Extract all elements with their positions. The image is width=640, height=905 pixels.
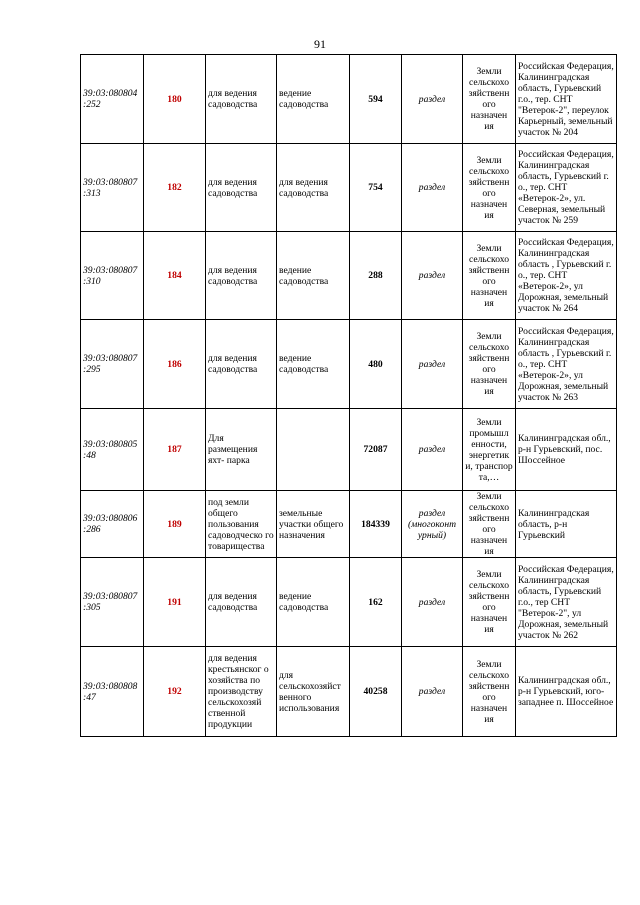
purpose-cell: для ведения садоводства bbox=[277, 144, 350, 232]
permitted-use-cell: для ведения садоводства bbox=[206, 144, 277, 232]
section-cell: раздел bbox=[402, 232, 463, 320]
section-cell: раздел bbox=[402, 647, 463, 737]
area-cell: 72087 bbox=[350, 409, 402, 491]
purpose-cell: земельные участки общего назначения bbox=[277, 491, 350, 558]
land-category-cell: Земли сельскохо зяйственн ого назначен ия bbox=[463, 232, 516, 320]
table-row bbox=[81, 55, 617, 144]
area-cell: 594 bbox=[350, 55, 402, 144]
land-category-cell: Земли сельскохо зяйственн ого назначен ия bbox=[463, 647, 516, 737]
table-row bbox=[81, 558, 617, 647]
address-cell: Российская Федерация, Калининградская область, Гурьевский г.о., тер СНТ "Ветерок-2", ул Дорожная, земельный участок № 262 bbox=[516, 558, 617, 647]
cadastral-number-cell: 39:03:080807 :313 bbox=[81, 144, 144, 232]
section-cell: раздел bbox=[402, 320, 463, 409]
permitted-use-cell: для ведения крестьянског о хозяйства по производству сельскохозяй ственной продукции bbox=[206, 647, 277, 737]
row-number-cell: 182 bbox=[144, 144, 206, 232]
row-number-cell: 184 bbox=[144, 232, 206, 320]
permitted-use-cell: для ведения садоводства bbox=[206, 232, 277, 320]
purpose-cell: ведение садоводства bbox=[277, 558, 350, 647]
address-cell: Российская Федерация, Калининградская область, Гурьевский г.о., тер. СНТ "Ветерок-2", переулок Карьерный, земельный участок № 204 bbox=[516, 55, 617, 144]
cadastral-number-cell: 39:03:080808 :47 bbox=[81, 647, 144, 737]
table-row bbox=[81, 647, 617, 737]
land-category-cell: Земли сельскохо зяйственн ого назначен ия bbox=[463, 55, 516, 144]
cadastral-number-cell: 39:03:080804 :252 bbox=[81, 55, 144, 144]
cadastral-number-cell: 39:03:080805 :48 bbox=[81, 409, 144, 491]
land-category-cell: Земли промышл енности, энергетик и, транспор та,… bbox=[463, 409, 516, 491]
area-cell: 754 bbox=[350, 144, 402, 232]
table-row bbox=[81, 491, 617, 558]
cadastral-number-cell: 39:03:080807 :305 bbox=[81, 558, 144, 647]
row-number-cell: 180 bbox=[144, 55, 206, 144]
table-row bbox=[81, 232, 617, 320]
land-category-cell: Земли сельскохо зяйственн ого назначен ия bbox=[463, 558, 516, 647]
page-number: 91 bbox=[314, 37, 326, 51]
area-cell: 162 bbox=[350, 558, 402, 647]
purpose-cell: ведение садоводства bbox=[277, 232, 350, 320]
area-cell: 40258 bbox=[350, 647, 402, 737]
table-row bbox=[81, 144, 617, 232]
permitted-use-cell: для ведения садоводства bbox=[206, 558, 277, 647]
land-category-cell: Земли сельскохо зяйственн ого назначен ия bbox=[463, 320, 516, 409]
purpose-cell bbox=[277, 409, 350, 491]
area-cell: 184339 bbox=[350, 491, 402, 558]
row-number-cell: 191 bbox=[144, 558, 206, 647]
address-cell: Российская Федерация, Калининградская область, Гурьевский г. о., тер. СНТ «Ветерок-2», ул. Северная, земельный участок № 259 bbox=[516, 144, 617, 232]
address-cell: Калининградская область, р-н Гурьевский bbox=[516, 491, 617, 558]
table-row bbox=[81, 409, 617, 491]
address-cell: Российская Федерация, Калининградская область , Гурьевский г. о., тер. СНТ «Ветерок-2», ул Дорожная, земельный участок № 263 bbox=[516, 320, 617, 409]
cadastral-number-cell: 39:03:080806 :286 bbox=[81, 491, 144, 558]
section-cell: раздел bbox=[402, 144, 463, 232]
land-category-cell: Земли сельскохо зяйственн ого назначен ия bbox=[463, 144, 516, 232]
purpose-cell: для сельскохозяйст венного использования bbox=[277, 647, 350, 737]
cadastral-number-cell: 39:03:080807 :310 bbox=[81, 232, 144, 320]
address-cell: Калининградская обл., р-н Гурьевский, юго-западнее п. Шоссейное bbox=[516, 647, 617, 737]
permitted-use-cell: для ведения садоводства bbox=[206, 320, 277, 409]
section-cell: раздел bbox=[402, 558, 463, 647]
permitted-use-cell: под земли общего пользования садоводческо го товарищества bbox=[206, 491, 277, 558]
row-number-cell: 186 bbox=[144, 320, 206, 409]
address-cell: Российская Федерация, Калининградская область , Гурьевский г. о., тер. СНТ «Ветерок-2», ул Дорожная, земельный участок № 264 bbox=[516, 232, 617, 320]
address-cell: Калининградская обл., р-н Гурьевский, пос. Шоссейное bbox=[516, 409, 617, 491]
permitted-use-cell: для ведения садоводства bbox=[206, 55, 277, 144]
section-cell: раздел (многоконт урный) bbox=[402, 491, 463, 558]
table-body bbox=[81, 55, 617, 737]
section-cell: раздел bbox=[402, 409, 463, 491]
cadastral-number-cell: 39:03:080807 :295 bbox=[81, 320, 144, 409]
area-cell: 480 bbox=[350, 320, 402, 409]
row-number-cell: 192 bbox=[144, 647, 206, 737]
purpose-cell: ведение садоводства bbox=[277, 55, 350, 144]
land-category-cell: Земли сельскохо зяйственн ого назначен ия bbox=[463, 491, 516, 558]
section-cell: раздел bbox=[402, 55, 463, 144]
table-row bbox=[81, 320, 617, 409]
area-cell: 288 bbox=[350, 232, 402, 320]
land-plots-table bbox=[80, 54, 617, 737]
purpose-cell: ведение садоводства bbox=[277, 320, 350, 409]
row-number-cell: 189 bbox=[144, 491, 206, 558]
permitted-use-cell: Для размещения яхт- парка bbox=[206, 409, 277, 491]
row-number-cell: 187 bbox=[144, 409, 206, 491]
